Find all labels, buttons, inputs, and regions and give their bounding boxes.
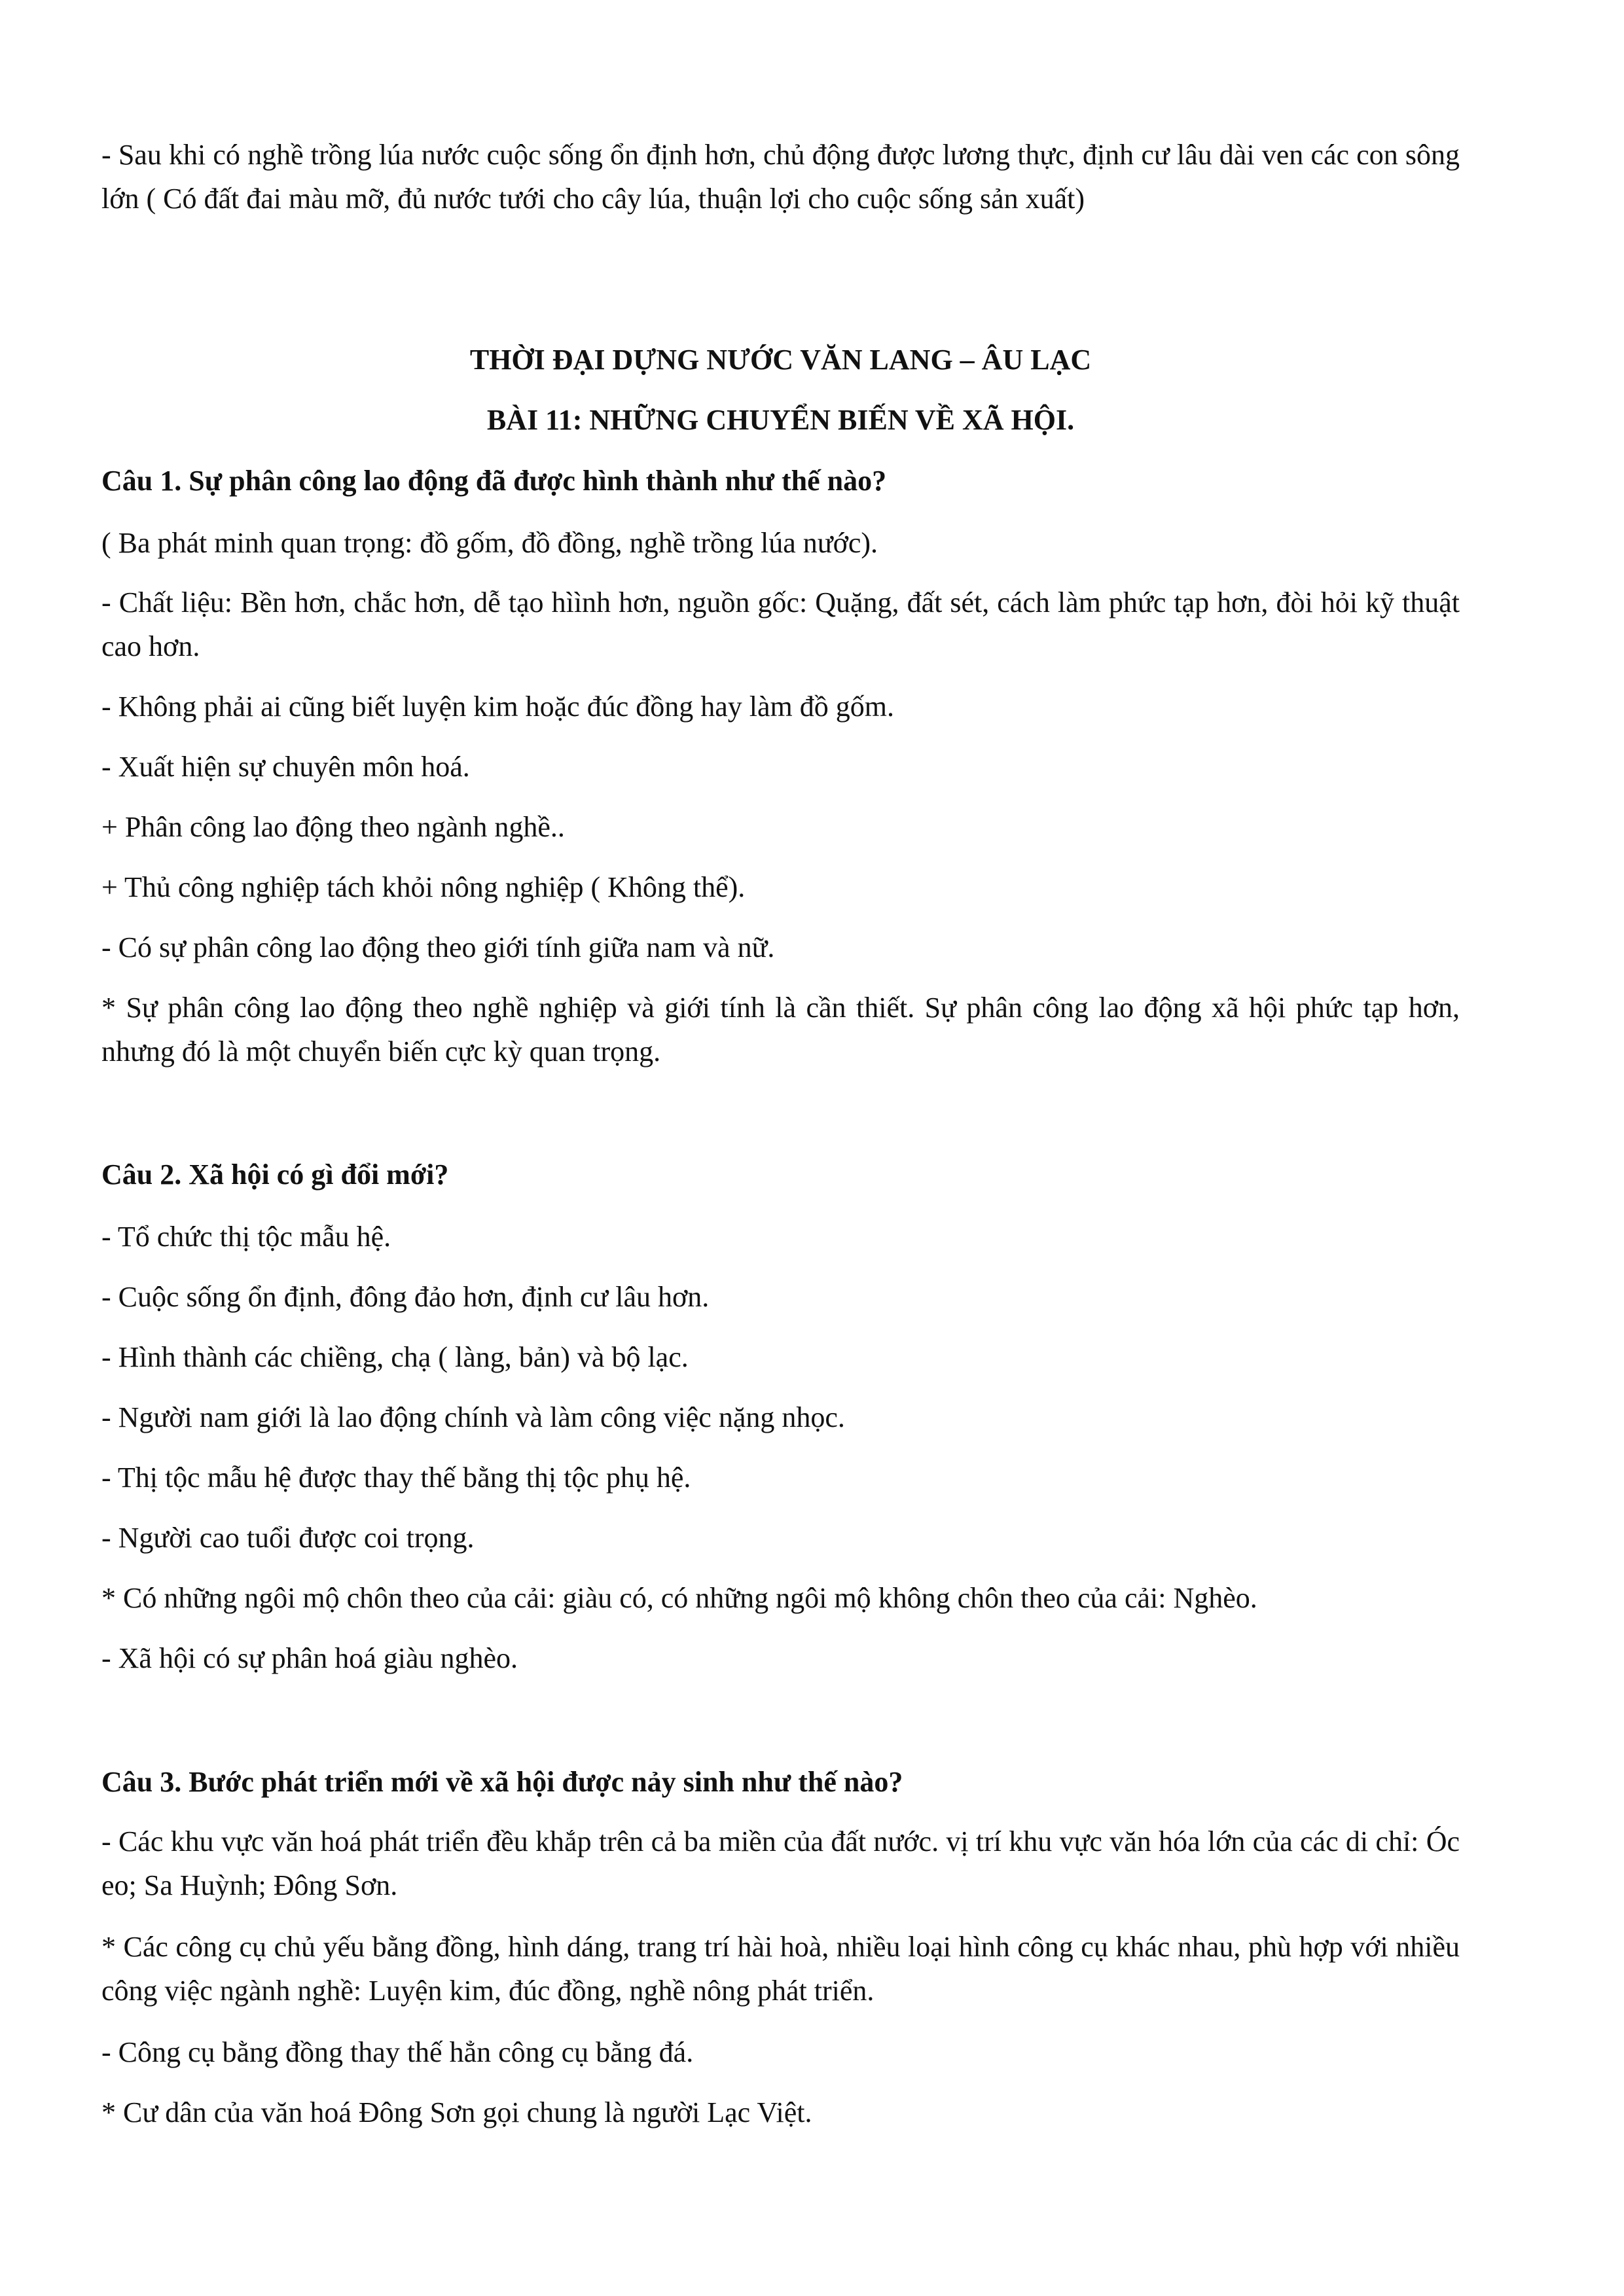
q2-line: - Xã hội có sự phân hoá giàu nghèo. [101, 1642, 518, 1674]
q1-line: - Chất liệu: Bền hơn, chắc hơn, dễ tạo hìình hơn, nguồn gốc: Quặng, đất sét, cách làm phức tạp hơn, đòi hỏi kỹ thuật cao hơn. [101, 586, 1460, 662]
era-title: THỜI ĐẠI DỰNG NƯỚC VĂN LANG – ÂU LẠC [469, 344, 1092, 376]
q1-line: - Có sự phân công lao động theo giới tính giữa nam và nữ. [101, 931, 775, 963]
q2-line: - Hình thành các chiềng, chạ ( làng, bản) và bộ lạc. [101, 1341, 689, 1373]
question-3-heading: Câu 3. Bước phát triển mới về xã hội được nảy sinh như thế nào? [101, 1766, 903, 1798]
q1-line: + Phân công lao động theo ngành nghề.. [101, 811, 565, 843]
question-1-heading: Câu 1. Sự phân công lao động đã được hình thành như thế nào? [101, 465, 887, 497]
q1-line: * Sự phân công lao động theo nghề nghiệp và giới tính là cần thiết. Sự phân công lao động xã hội phức tạp hơn, nhưng đó là một chuyển biến cực kỳ quan trọng. [101, 992, 1460, 1067]
question-2-heading: Câu 2. Xã hội có gì đổi mới? [101, 1158, 449, 1191]
q2-line: - Người cao tuổi được coi trọng. [101, 1522, 475, 1554]
q1-line: - Xuất hiện sự chuyên môn hoá. [101, 751, 470, 783]
intro-paragraph: - Sau khi có nghề trồng lúa nước cuộc sống ổn định hơn, chủ động được lương thực, định cư lâu dài ven các con sông lớn ( Có đất đai màu mỡ, đủ nước tưới cho cây lúa, thuận lợi cho cuộc sống sản xuất) [101, 139, 1460, 215]
q2-line: - Thị tộc mẫu hệ được thay thế bằng thị tộc phụ hệ. [101, 1462, 691, 1494]
lesson-title: BÀI 11: NHỮNG CHUYỂN BIẾN VỀ XÃ HỘI. [486, 404, 1075, 436]
q1-line: - Không phải ai cũng biết luyện kim hoặc đúc đồng hay làm đồ gốm. [101, 691, 894, 723]
q3-line: * Cư dân của văn hoá Đông Sơn gọi chung là người Lạc Việt. [101, 2096, 812, 2128]
q1-line: ( Ba phát minh quan trọng: đồ gốm, đồ đồng, nghề trồng lúa nước). [101, 527, 878, 559]
q2-line: * Có những ngôi mộ chôn theo của cải: giàu có, có những ngôi mộ không chôn theo của cải: Nghèo. [101, 1582, 1257, 1614]
q2-line: - Người nam giới là lao động chính và làm công việc nặng nhọc. [101, 1401, 845, 1433]
q3-line: - Các khu vực văn hoá phát triển đều khắp trên cả ba miền của đất nước. vị trí khu vực văn hóa lớn của các di chỉ: Óc eo; Sa Huỳnh; Đông Sơn. [101, 1825, 1460, 1901]
q1-line: + Thủ công nghiệp tách khỏi nông nghiệp ( Không thể). [101, 871, 746, 903]
q2-line: - Tổ chức thị tộc mẫu hệ. [101, 1221, 391, 1253]
q2-line: - Cuộc sống ổn định, đông đảo hơn, định cư lâu hơn. [101, 1281, 710, 1313]
q3-line: * Các công cụ chủ yếu bằng đồng, hình dáng, trang trí hài hoà, nhiều loại hình công cụ khác nhau, phù hợp với nhiều công việc ngành nghề: Luyện kim, đúc đồng, nghề nông phát triển. [101, 1931, 1460, 2007]
q3-line: - Công cụ bằng đồng thay thế hẳn công cụ bằng đá. [101, 2036, 694, 2068]
